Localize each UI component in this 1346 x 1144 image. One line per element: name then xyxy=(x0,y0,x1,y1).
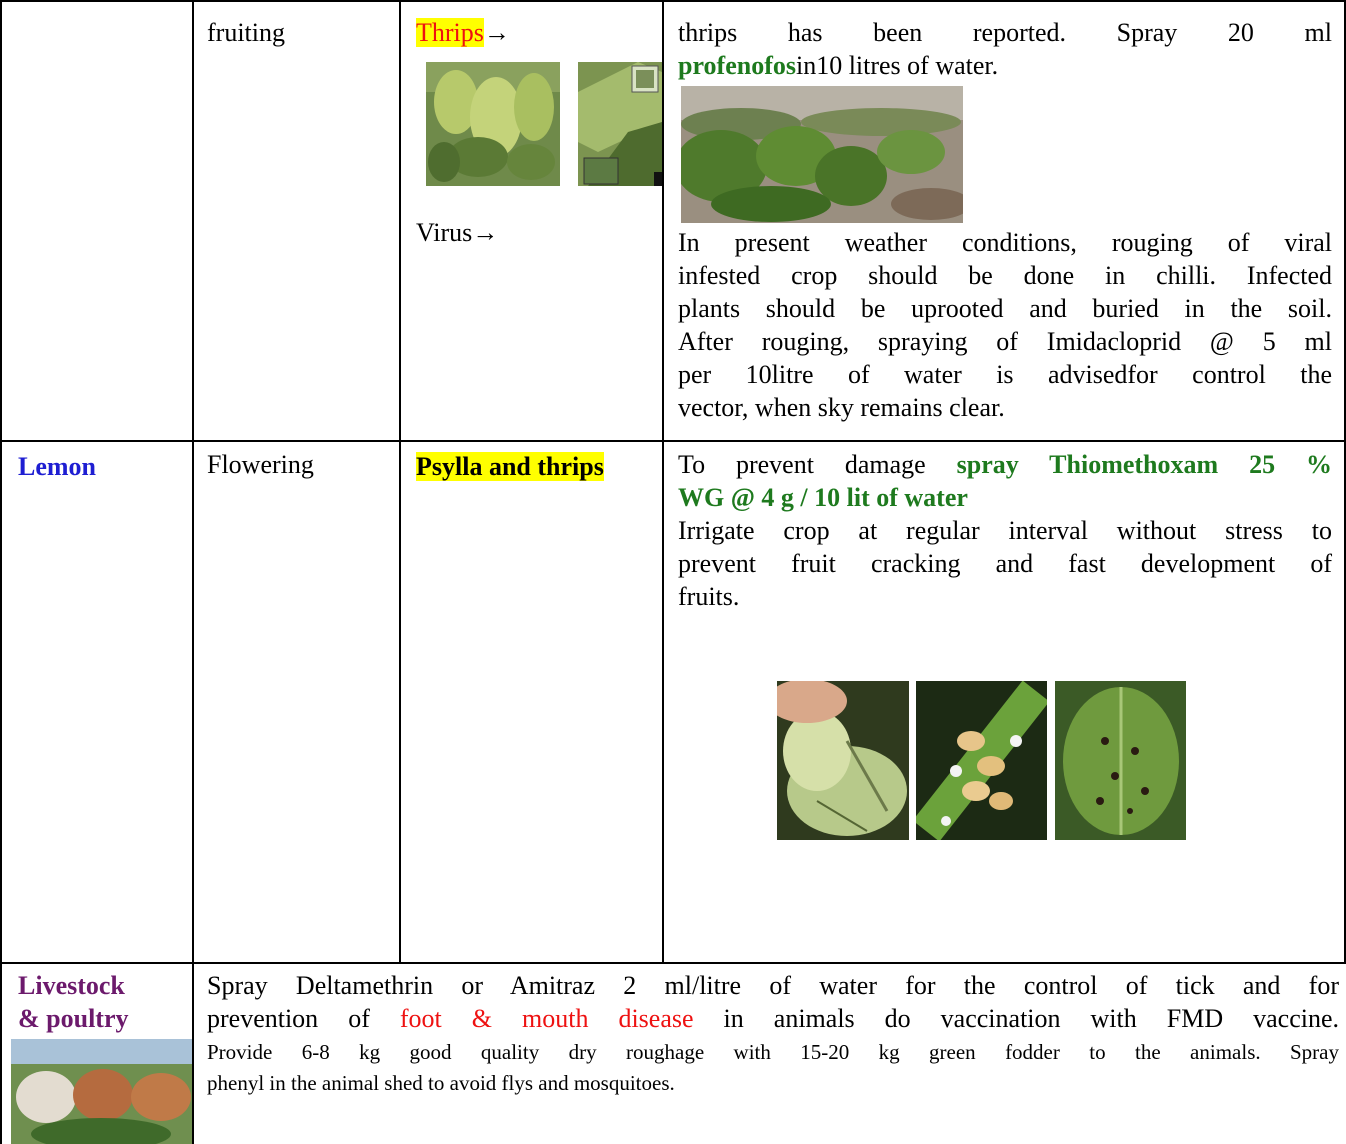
arrow-icon: → xyxy=(472,218,499,247)
table-border-top xyxy=(0,0,1346,2)
lemon-pest-photo-1 xyxy=(777,681,909,840)
crop-lemon-label: Lemon xyxy=(18,452,96,481)
disease-name: foot & mouth disease xyxy=(399,1004,694,1033)
lemon-pest-photo-2 xyxy=(916,681,1047,840)
chilli-field-photo xyxy=(681,86,963,223)
lemon-pest: Psylla and thrips xyxy=(416,452,604,481)
lemon-advice: To prevent damage spray Thiomethoxam 25 % WG @ 4 g / 10 lit of water Irrigate crop at regular interval without stress to prevent fruit cracking and fast development of fruits. xyxy=(678,450,1332,611)
lemon-pest-photo-3 xyxy=(1055,681,1186,840)
table-border-left xyxy=(0,0,2,1144)
virus-label: Virus xyxy=(416,218,473,247)
livestock-advice: Spray Deltamethrin or Amitraz 2 ml/litre of water for the control of tick and for prevention of foot & mouth disease in animals do vaccination with FMD vaccine. xyxy=(207,971,1340,1033)
thrips-label: Thrips xyxy=(416,18,484,47)
thrips-photo-2 xyxy=(578,62,662,186)
cattle-photo xyxy=(11,1039,192,1144)
chilli-stage: fruiting xyxy=(207,18,285,47)
livestock-fodder-advice: Provide 6-8 kg good quality dry roughage with 15-20 kg green fodder to the animals. Spray phenyl in the animal shed to avoid flys and mosquitoes. xyxy=(207,1040,1339,1095)
column-divider-2 xyxy=(399,0,401,964)
chilli-pest-virus xyxy=(416,216,498,249)
chilli-advice-line-2: profenofosin10 litres of water. xyxy=(678,51,999,80)
column-divider-1 xyxy=(192,0,194,1144)
lemon-stage: Flowering xyxy=(207,450,314,479)
arrow-icon: → xyxy=(483,18,510,47)
row-divider-1 xyxy=(0,440,1346,442)
livestock-label-line-2: & poultry xyxy=(18,1004,129,1033)
chilli-rouging-advice: In present weather conditions, rouging of viral infested crop should be done in chilli. Infected plants should be uprooted and buried in the soil. After rouging, spraying of Imidacloprid @ 5 ml per 10litre of water is advisedfor control the vector, when sky remains clear. xyxy=(678,228,1332,422)
chilli-pest-thrips xyxy=(416,16,510,49)
column-divider-3 xyxy=(662,0,664,964)
chemical-profenofos: profenofos xyxy=(678,51,796,80)
livestock-label-line-1: Livestock xyxy=(18,971,125,1000)
thrips-photo-1 xyxy=(426,62,560,186)
row-divider-2 xyxy=(0,962,1346,964)
chilli-advice-line-1: thrips has been reported. Spray 20 ml xyxy=(678,18,1332,47)
